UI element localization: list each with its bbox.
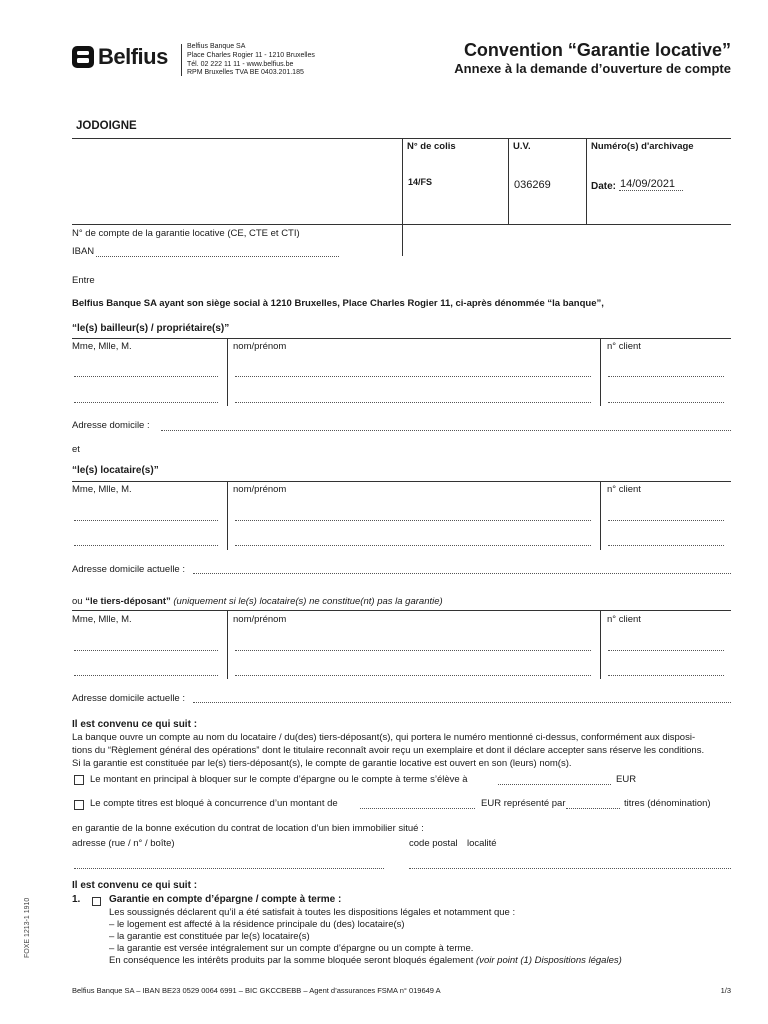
colis-divider-3	[586, 138, 587, 224]
locataire-col-client: n° client	[607, 484, 641, 495]
property-address-field[interactable]	[74, 868, 384, 869]
iban-label: IBAN	[72, 246, 95, 257]
agreement-heading: Il est convenu ce qui suit :	[72, 719, 198, 730]
form-code: FOXE 1213-1 1910	[24, 897, 31, 958]
locataire-address-label: Adresse domicile actuelle :	[72, 564, 185, 575]
et-label: et	[72, 444, 80, 455]
securities-amount-field[interactable]	[360, 808, 475, 809]
account-divider	[402, 224, 403, 256]
savings-currency: EUR	[616, 774, 637, 785]
page-number: 1/3	[720, 986, 731, 995]
tiers-col-client: n° client	[607, 614, 641, 625]
colis-divider-2	[508, 138, 509, 224]
bank-info-line: Belfius Banque SA	[187, 43, 246, 50]
property-postal-city-field[interactable]	[409, 868, 731, 869]
iban-field[interactable]	[96, 256, 339, 257]
item-number: 1.	[72, 894, 81, 905]
locataire-civility-field[interactable]	[74, 545, 218, 546]
locataire-client-field[interactable]	[608, 545, 724, 546]
tiers-name-field[interactable]	[235, 675, 591, 676]
securities-mid-text: EUR représenté par	[481, 798, 566, 809]
bailleur-divider-1	[227, 338, 228, 406]
bank-info-line: Tél. 02 222 11 11 - www.belfius.be	[187, 60, 294, 68]
bailleur-divider-2	[600, 338, 601, 406]
tiers-address-label: Adresse domicile actuelle :	[72, 693, 185, 704]
securities-end-text: titres (dénomination)	[624, 798, 711, 809]
bullet-text: la garantie est versée intégralement sur un compte d’épargne ou un compte à terme.	[116, 943, 474, 954]
bullet-text: le logement est affecté à la résidence principale du (des) locataire(s)	[116, 919, 405, 930]
colis-divider-1	[402, 138, 403, 224]
bullet-item: – la garantie est versée intégralement sur un compte d’épargne ou un compte à terme.	[109, 943, 474, 954]
checkbox-securities[interactable]	[74, 800, 84, 810]
locataire-name-field[interactable]	[235, 520, 591, 521]
bank-info	[187, 43, 337, 78]
locataire-col-name: nom/prénom	[233, 484, 287, 495]
conclusion-line	[109, 955, 622, 966]
property-address-label: adresse (rue / n° / boîte)	[72, 838, 175, 849]
locataire-divider-1	[227, 481, 228, 550]
property-city-label: localité	[467, 838, 497, 849]
tiers-divider-1	[227, 610, 228, 679]
property-postal-label: code postal	[409, 838, 458, 849]
bailleur-address-field[interactable]	[161, 430, 731, 431]
option-securities-text: Le compte titres est bloqué à concurrence d’un montant de	[90, 798, 338, 809]
tiers-civility-field[interactable]	[74, 650, 218, 651]
conclusion-note: (voir point (1) Dispositions légales)	[476, 955, 622, 966]
uv-value: 036269	[514, 179, 551, 191]
bailleur-civility-field[interactable]	[74, 376, 218, 377]
colis-value: 14/FS	[408, 177, 433, 187]
bailleur-client-field[interactable]	[608, 402, 724, 403]
bailleur-heading: “le(s) bailleur(s) / propriétaire(s)”	[72, 323, 230, 334]
bullet-item: – le logement est affecté à la résidence principale du (des) locataire(s)	[109, 919, 405, 930]
belfius-logo	[72, 44, 177, 70]
belfius-logo-icon	[72, 46, 94, 68]
bank-info-line: RPM Bruxelles TVA BE 0403.201.185	[187, 69, 304, 77]
tiers-client-field[interactable]	[608, 675, 724, 676]
bailleur-name-field[interactable]	[235, 402, 591, 403]
tiers-client-field[interactable]	[608, 650, 724, 651]
bailleur-name-field[interactable]	[235, 376, 591, 377]
bailleur-col-civility: Mme, Mlle, M.	[72, 341, 132, 352]
item-intro: Les soussignés déclarent qu’il a été satisfait à toutes les dispositions légales et notamment que :	[109, 907, 516, 918]
tiers-top-line	[72, 610, 731, 611]
savings-amount-field[interactable]	[498, 784, 611, 785]
date-value[interactable]: 14/09/2021	[620, 178, 676, 190]
bank-statement: Belfius Banque SA ayant son siège social à 1210 Bruxelles, Place Charles Rogier 11, ci-après dénommée “la banque”,	[72, 298, 604, 309]
agency-name: JODOIGNE	[76, 120, 137, 132]
locataire-civility-field[interactable]	[74, 520, 218, 521]
bailleur-top-line	[72, 338, 731, 339]
entre-label: Entre	[72, 275, 95, 286]
bailleur-civility-field[interactable]	[74, 402, 218, 403]
location-line: en garantie de la bonne exécution du contrat de location d’un bien immobilier situé :	[72, 823, 424, 834]
bailleur-col-name: nom/prénom	[233, 341, 287, 352]
agreement-text: La banque ouvre un compte au nom du locataire / du(des) tiers-déposant(s), qui portera le numéro mentionné ci-dessus, conformément aux disposi-	[72, 732, 696, 743]
uv-label: U.V.	[513, 141, 531, 152]
tiers-divider-2	[600, 610, 601, 679]
date-label: Date:	[591, 181, 617, 192]
bullet-text: la garantie est constituée par le(s) locataire(s)	[116, 931, 310, 942]
locataire-client-field[interactable]	[608, 520, 724, 521]
bailleur-address-label: Adresse domicile :	[72, 420, 150, 431]
tiers-col-civility: Mme, Mlle, M.	[72, 614, 132, 625]
document-subtitle: Annexe à la demande d’ouverture de compte	[454, 61, 731, 76]
locataire-divider-2	[600, 481, 601, 550]
agreement2-heading: Il est convenu ce qui suit :	[72, 880, 198, 891]
colis-label: N° de colis	[407, 141, 456, 152]
locataire-heading: “le(s) locataire(s)”	[72, 465, 159, 476]
agreement-text: tions du “Règlement général des opérations” dont le titulaire reconnaît avoir reçu un exemplaire et dont il déclare accepter sans réserve les conditions.	[72, 745, 705, 756]
checkbox-item-1[interactable]	[92, 897, 101, 906]
tiers-heading: “le tiers-déposant”	[85, 596, 171, 607]
locataire-address-field[interactable]	[193, 573, 731, 574]
account-label: N° de compte de la garantie locative (CE, CTE et CTI)	[72, 228, 300, 239]
agreement-text: Si la garantie est constituée par le(s) tiers-déposant(s), le compte de garantie locative est ouvert en son (leurs) nom(s).	[72, 758, 572, 769]
checkbox-savings[interactable]	[74, 775, 84, 785]
tiers-note: (uniquement si le(s) locataire(s) ne constitue(nt) pas la garantie)	[173, 596, 443, 607]
tiers-heading-row	[72, 596, 443, 607]
locataire-top-line	[72, 481, 731, 482]
bullet-item: – la garantie est constituée par le(s) locataire(s)	[109, 931, 310, 942]
document-title: Convention “Garantie locative”	[463, 40, 731, 60]
tiers-address-field[interactable]	[193, 702, 731, 703]
option-savings-text: Le montant en principal à bloquer sur le compte d’épargne ou le compte à terme s’élève à	[90, 774, 468, 785]
footer-text: Belfius Banque SA – IBAN BE23 0529 0064 6991 – BIC GKCCBEBB – Agent d’assurances FSMA n° 019649 A	[72, 986, 441, 995]
locataire-col-civility: Mme, Mlle, M.	[72, 484, 132, 495]
securities-count-field[interactable]	[566, 808, 620, 809]
item-title: Garantie en compte d’épargne / compte à terme :	[109, 894, 342, 905]
date-line	[619, 190, 683, 191]
tiers-name-field[interactable]	[235, 650, 591, 651]
bank-info-line: Place Charles Rogier 11 - 1210 Bruxelles	[187, 51, 315, 59]
tiers-ou: ou	[72, 596, 83, 607]
tiers-civility-field[interactable]	[74, 675, 218, 676]
logo-divider	[181, 44, 182, 76]
conclusion-text: En conséquence les intérêts produits par la somme bloquée seront bloqués également	[109, 955, 474, 966]
locataire-name-field[interactable]	[235, 545, 591, 546]
tiers-col-name: nom/prénom	[233, 614, 287, 625]
logo-wordmark: Belfius	[98, 44, 168, 69]
archive-label: Numéro(s) d'archivage	[591, 141, 694, 152]
bailleur-client-field[interactable]	[608, 376, 724, 377]
bailleur-col-client: n° client	[607, 341, 641, 352]
